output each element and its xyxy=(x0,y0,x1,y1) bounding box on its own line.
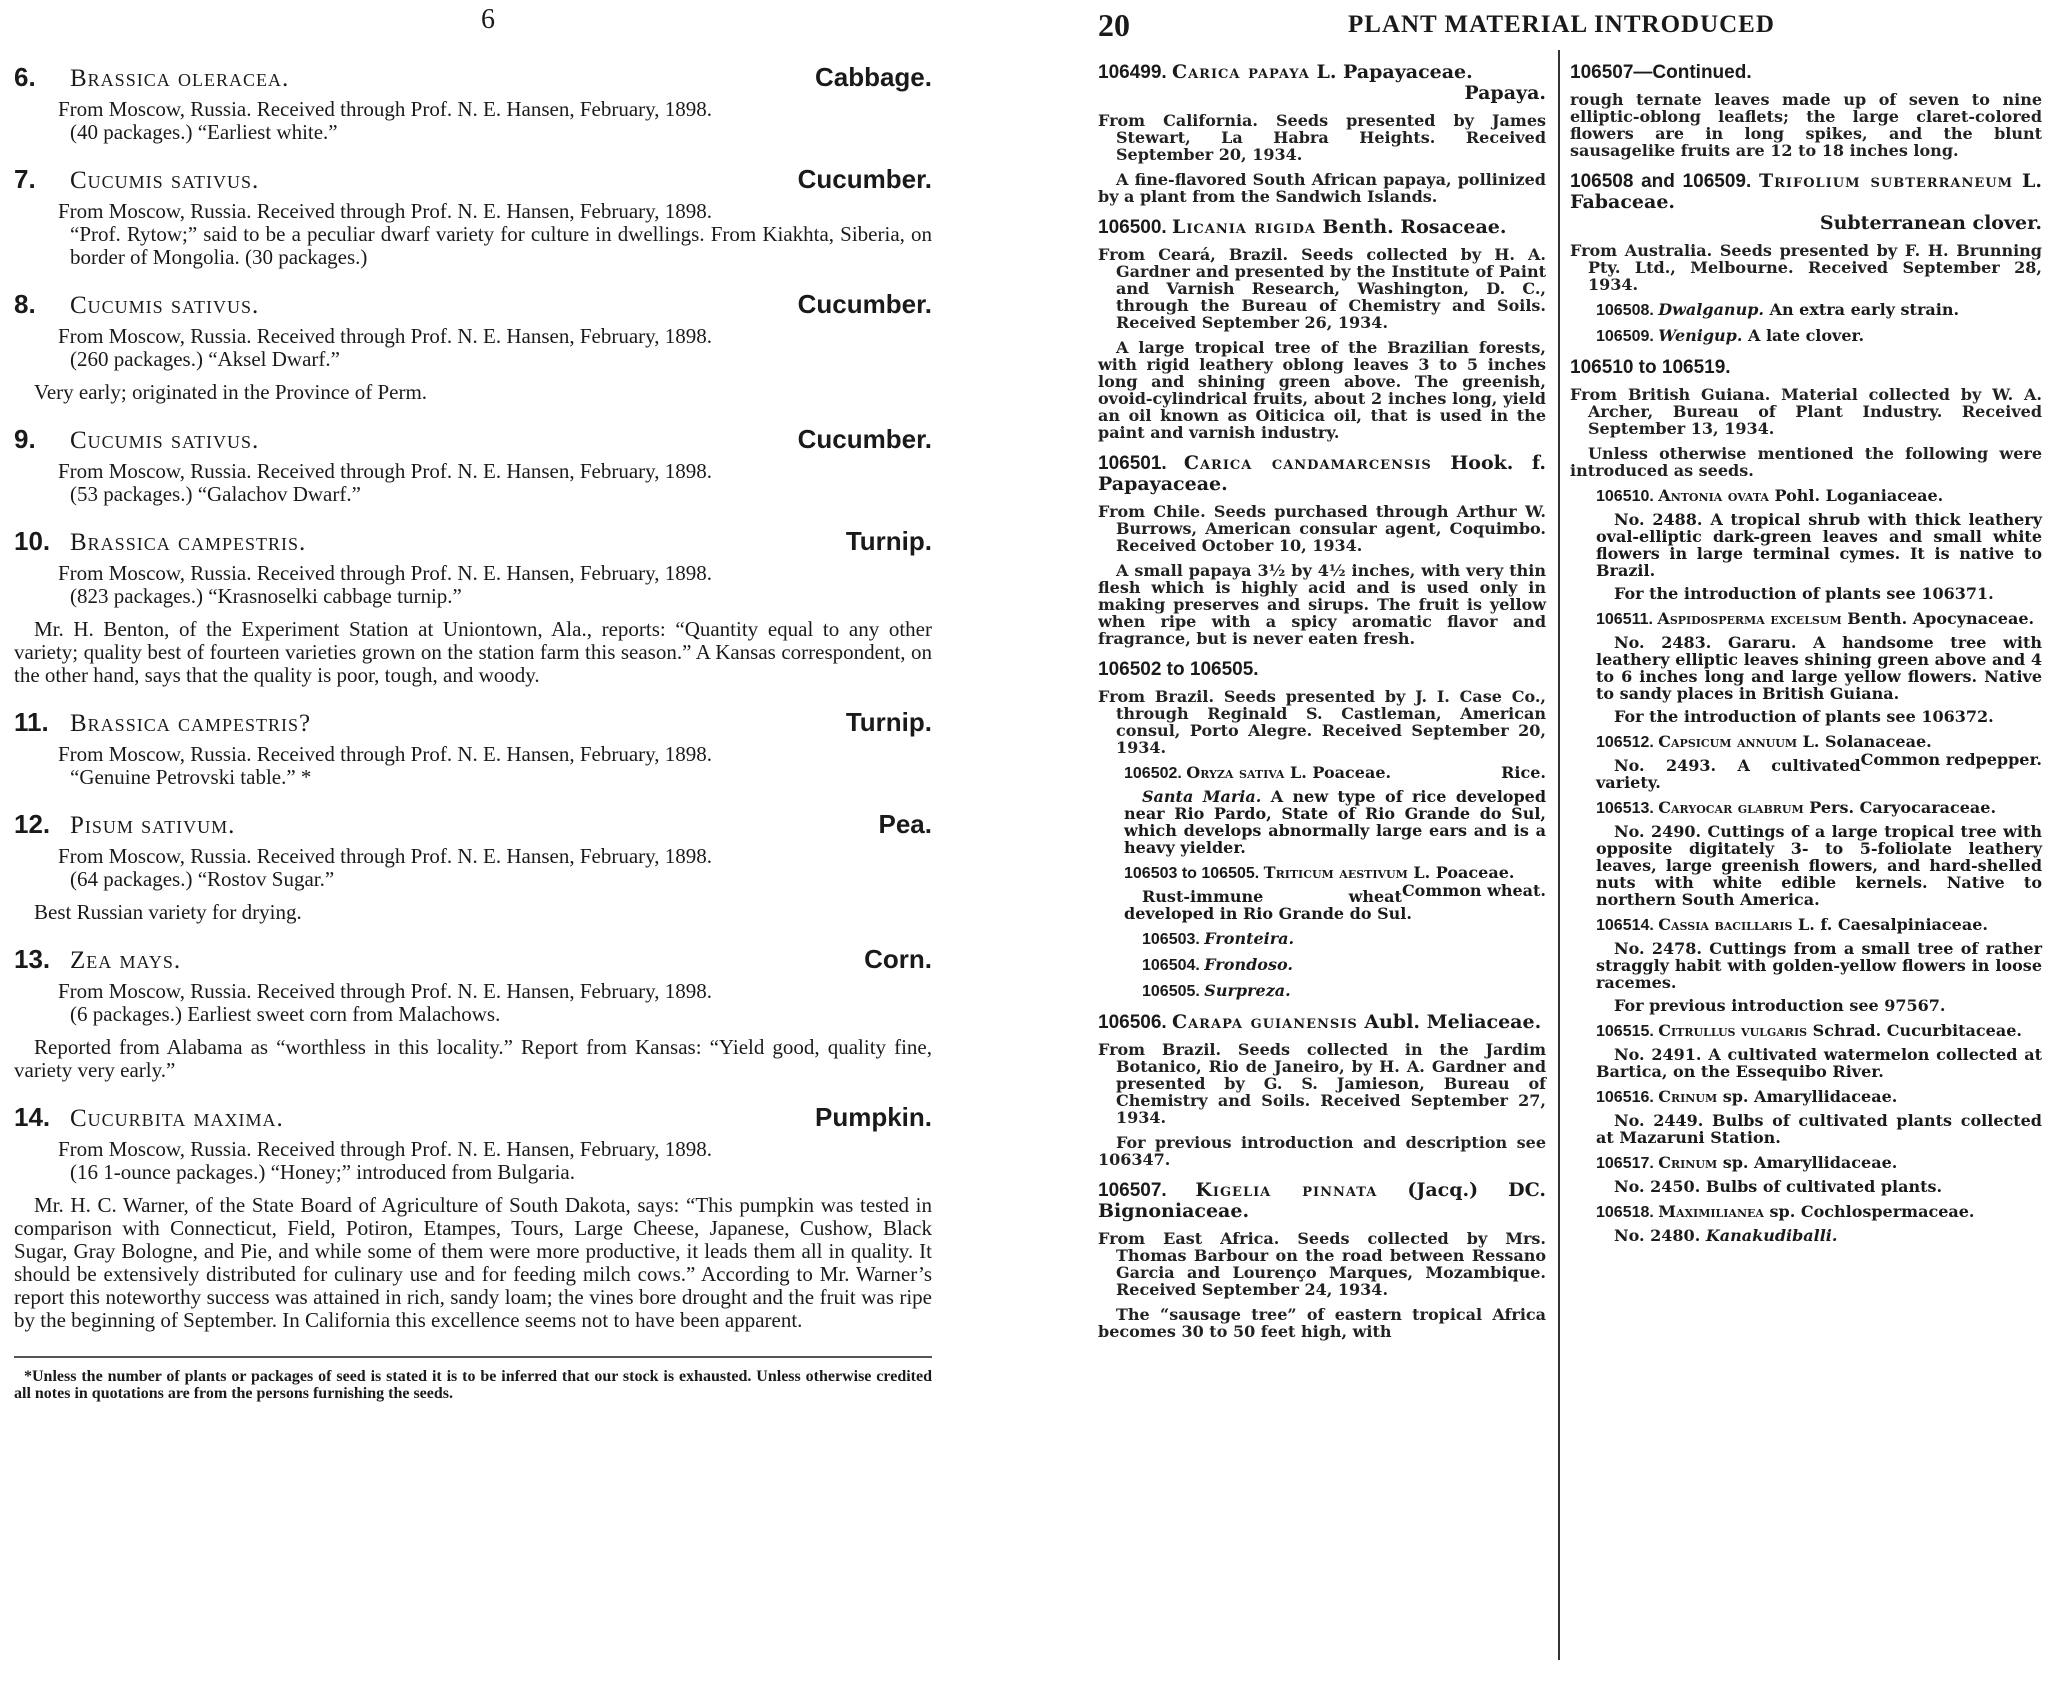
paragraph: From Brazil. Seeds collected in the Jardim Botanico, Rio de Janeiro, by H. A. Gardner and presented by G. S. Jamieson, Bureau of Chemistry and Soils. Received September 27, 1934. xyxy=(1098,1040,1546,1127)
sub-text: Rust-immune wheat developed in Rio Grande do Sul. xyxy=(1124,887,1412,923)
source-text xyxy=(58,743,932,789)
entry-note: Mr. H. C. Warner, of the State Board of Agriculture of South Dakota, says: “This pumpkin was tested in comparison with Connecticut, Field, Potiron, Etampes, Tours, Large Cheese, Japanese, Cushow, Black Sugar, Gray Bologne, and Pie, and while some of them were more productive, it leads them all in quality. It should be extensively distributed for culinary use and for feeding milch cows.” According to Mr. Warner’s report this noteworthy success was attained in rich, sandy loam; the vines bore drought and the fruit was ripe by the beginning of September. In California this excellence seems not to have been apparent. xyxy=(14,1193,932,1332)
species-name: Brassica oleracea. xyxy=(70,65,290,92)
sub-text: For the introduction of plants see 106371. xyxy=(1614,584,1994,603)
source-line: From Moscow, Russia. Received through Prof. N. E. Hansen, February, 1898. xyxy=(58,742,713,766)
entry-number: 106509. xyxy=(1596,328,1659,345)
entry-number: 106511. xyxy=(1596,611,1658,628)
entry-number: 106510 to 106519. xyxy=(1570,357,1731,378)
common-name: Cabbage. xyxy=(814,62,932,92)
variety-name: Santa Maria. xyxy=(1142,787,1262,806)
variety-name: Frondoso. xyxy=(1204,955,1293,974)
sub-entry-heading xyxy=(1596,1154,2042,1172)
entry-number: 12. xyxy=(14,809,51,839)
entry-heading xyxy=(1570,171,2042,234)
entry xyxy=(14,809,932,924)
species-name: Triticum aestivum xyxy=(1263,863,1408,882)
entry-number: 14. xyxy=(14,1102,51,1132)
paragraph: For previous introduction and description see 106347. xyxy=(1098,1133,1546,1169)
source-detail: (16 1-ounce packages.) “Honey;” introduced from Bulgaria. xyxy=(70,1160,575,1184)
entry-number: 106507—Continued. xyxy=(1570,62,1752,83)
source-text xyxy=(58,845,932,891)
sub-text: No. 2450. Bulbs of cultivated plants. xyxy=(1614,1177,1943,1196)
common-name: Cucumber. xyxy=(797,424,932,454)
entry-heading xyxy=(1570,357,2042,378)
source-line: From Moscow, Russia. Received through Prof. N. E. Hansen, February, 1898. xyxy=(58,561,713,585)
sub-text: No. 2491. A cultivated watermelon collected at Bartica, on the Essequibo River. xyxy=(1596,1045,2042,1081)
species-name: Maximilianea xyxy=(1658,1202,1764,1221)
entry-number: 106506. xyxy=(1098,1012,1172,1033)
paragraph: rough ternate leaves made up of seven to nine elliptic-oblong leaflets; the large claret-colored flowers are in long spikes, and the blunt sausagelike fruits are 12 to 18 inches long. xyxy=(1570,90,2042,160)
family-name: sp. Amaryllidaceae. xyxy=(1717,1153,1898,1172)
sub-text: For the introduction of plants see 106372. xyxy=(1614,707,1994,726)
family-name: L. Poaceae. xyxy=(1407,863,1515,882)
entry-number: 106516. xyxy=(1596,1089,1659,1106)
species-name: Trifolium subterraneum xyxy=(1758,170,2013,192)
species-name: Carica papaya xyxy=(1171,61,1310,83)
entry-heading xyxy=(14,944,932,976)
common-name: Pea. xyxy=(878,809,932,839)
paragraph: From Ceará, Brazil. Seeds collected by H. A. Gardner and presented by the Institute of Paint and Varnish Research, Washington, D. C., through the Bureau of Chemistry and Soils. Received September 26, 1934. xyxy=(1098,245,1546,332)
entry-note: Reported from Alabama as “worthless in this locality.” Report from Kansas: “Yield good, quality fine, variety very early.” xyxy=(14,1035,932,1082)
variety-name: Fronteira. xyxy=(1204,929,1295,948)
right-page xyxy=(1098,0,2050,1686)
family-name: L. Fabaceae. xyxy=(1570,170,2042,213)
paragraph: From East Africa. Seeds collected by Mrs. Thomas Barbour on the road between Ressano Garcia and Lourenço Marques, Mozambique. Received September 24, 1934. xyxy=(1098,1229,1546,1299)
species-name: Crinum xyxy=(1658,1087,1718,1106)
sub-paragraph xyxy=(1596,585,2042,602)
entry xyxy=(14,1102,932,1332)
sub-text: No. 2480. xyxy=(1614,1226,1706,1245)
entry-title xyxy=(14,809,235,841)
sub-text: No. 2483. Gararu. A handsome tree with leathery elliptic leaves shining green above and 4 to 6 inches long and large yellow flowers. Native to sandy places in British Guiana. xyxy=(1596,633,2042,703)
sub-text: An extra early strain. xyxy=(1763,300,1960,319)
entry-title xyxy=(14,62,289,94)
entry-number: 106499. xyxy=(1098,62,1172,83)
entry-number: 13. xyxy=(14,944,51,974)
entry-number: 106513. xyxy=(1596,800,1659,817)
entry-title xyxy=(14,944,181,976)
entry xyxy=(14,424,932,506)
source-text xyxy=(58,980,932,1026)
entry-number: 7. xyxy=(14,164,36,194)
family-name: L. Papayaceae. xyxy=(1309,61,1473,83)
species-name: Crinum xyxy=(1658,1153,1718,1172)
entry-number: 9. xyxy=(14,424,36,454)
species-name: Carapa guianensis xyxy=(1171,1011,1358,1033)
common-name: Papaya. xyxy=(1464,82,1546,104)
entry-title xyxy=(14,526,306,558)
source-line: From Moscow, Russia. Received through Prof. N. E. Hansen, February, 1898. xyxy=(58,199,713,223)
entry-heading xyxy=(14,1102,932,1134)
entry-number: 6. xyxy=(14,62,36,92)
family-name: L. Solanaceae. xyxy=(1797,732,1932,751)
sub-entry xyxy=(1596,301,2042,319)
entry xyxy=(14,944,932,1082)
species-name: Citrullus vulgaris xyxy=(1658,1021,1808,1040)
common-name: Turnip. xyxy=(845,707,932,737)
sub-entry xyxy=(1596,327,2042,345)
species-name: Pisum sativum. xyxy=(70,812,236,839)
paragraph: From British Guiana. Material collected by W. A. Archer, Bureau of Plant Industry. Received September 13, 1934. xyxy=(1570,385,2042,438)
source-line: From Moscow, Russia. Received through Prof. N. E. Hansen, February, 1898. xyxy=(58,979,713,1003)
sub-entry-heading xyxy=(1124,764,1546,782)
entry-number: 106510. xyxy=(1596,488,1659,505)
source-line: From Moscow, Russia. Received through Prof. N. E. Hansen, February, 1898. xyxy=(58,459,713,483)
entry-heading xyxy=(1098,1180,1546,1222)
sub-paragraph xyxy=(1596,1112,2042,1146)
sub-text: For previous introduction see 97567. xyxy=(1614,996,1946,1015)
entry-heading xyxy=(14,289,932,321)
source-line: From Moscow, Russia. Received through Prof. N. E. Hansen, February, 1898. xyxy=(58,1137,713,1161)
common-name: Cucumber. xyxy=(797,164,932,194)
family-name: Aubl. Meliaceae. xyxy=(1357,1011,1542,1033)
source-detail: “Genuine Petrovski table.” * xyxy=(70,765,312,789)
sub-paragraph xyxy=(1596,708,2042,725)
source-detail: (6 packages.) Earliest sweet corn from Malachows. xyxy=(70,1002,501,1026)
entry-number: 11. xyxy=(14,707,49,737)
source-line: From Moscow, Russia. Received through Prof. N. E. Hansen, February, 1898. xyxy=(58,844,713,868)
species-name: Oryza sativa xyxy=(1186,763,1285,782)
entry-heading xyxy=(1098,62,1546,104)
species-name: Cucumis sativus. xyxy=(70,427,260,454)
species-name: Aspidosperma excelsum xyxy=(1657,609,1842,628)
family-name: Hook. f. Papayaceae. xyxy=(1098,452,1547,495)
family-name: sp. Cochlospermaceae. xyxy=(1763,1202,1975,1221)
source-detail: “Prof. Rytow;” said to be a peculiar dwarf variety for culture in dwellings. From Kiakhta, Siberia, on border of Mongolia. (30 packages.) xyxy=(70,222,932,269)
entry-heading xyxy=(1570,62,2042,83)
species-name: Caryocar glabrum xyxy=(1658,798,1804,817)
entry-number: 106505. xyxy=(1142,983,1205,1000)
entry-title xyxy=(14,164,259,196)
variety-name: Wenigup. xyxy=(1658,326,1743,345)
entry-title xyxy=(14,1102,284,1134)
sub-text: A new type of rice developed near Rio Pardo, State of Rio Grande do Sul, which develops abnormally large ears and is a heavy yielder. xyxy=(1124,787,1547,857)
sub-text: A late clover. xyxy=(1742,326,1865,345)
species-name: Cucumis sativus. xyxy=(70,167,260,194)
entry-heading xyxy=(14,526,932,558)
species-name: Cassia bacillaris xyxy=(1658,915,1793,934)
left-page xyxy=(0,0,940,1686)
page-number: 20 xyxy=(1098,6,1130,43)
footnote-rule xyxy=(14,1356,932,1358)
entry-number: 106500. xyxy=(1098,217,1172,238)
entry xyxy=(14,526,932,687)
family-name: Benth. Rosaceae. xyxy=(1315,216,1507,238)
two-column-body xyxy=(1098,50,2042,1660)
family-name: L. f. Caesalpiniaceae. xyxy=(1792,915,1988,934)
source-text xyxy=(58,1138,932,1184)
entry-number: 106517. xyxy=(1596,1155,1659,1172)
source-line: From Moscow, Russia. Received through Prof. N. E. Hansen, February, 1898. xyxy=(58,324,713,348)
running-title: PLANT MATERIAL INTRODUCED xyxy=(1348,11,1775,38)
entry-heading xyxy=(14,809,932,841)
paragraph: A small papaya 3½ by 4½ inches, with very thin flesh which is highly acid and is used only in making preserves and sirups. The fruit is yellow when ripe with a spicy aromatic flavor and fragrance, but is never eaten fresh. xyxy=(1098,561,1546,648)
sub-paragraph xyxy=(1596,1178,2042,1195)
species-name: Cucurbita maxima. xyxy=(70,1105,284,1132)
family-name: Pers. Caryocaraceae. xyxy=(1803,798,1997,817)
sub-paragraph xyxy=(1124,788,1546,856)
sub-paragraph xyxy=(1596,997,2042,1014)
common-name: Common wheat. xyxy=(1401,881,1546,900)
entry-title xyxy=(14,707,311,739)
entry-number: 106518. xyxy=(1596,1204,1659,1221)
entry xyxy=(14,164,932,269)
common-name: Cucumber. xyxy=(797,289,932,319)
sub-text: No. 2449. Bulbs of cultivated plants collected at Mazaruni Station. xyxy=(1596,1111,2042,1147)
sub-entry-heading xyxy=(1596,1022,2042,1040)
sub-paragraph xyxy=(1596,823,2042,908)
sub-paragraph xyxy=(1596,940,2042,991)
species-name: Licania rigida xyxy=(1171,216,1316,238)
page-number: 6 xyxy=(481,4,495,35)
entry-heading xyxy=(14,707,932,739)
source-detail: (53 packages.) “Galachov Dwarf.” xyxy=(70,482,361,506)
source-text xyxy=(58,200,932,269)
family-name: (Jacq.) DC. Bignoniaceae. xyxy=(1098,1179,1546,1222)
common-name: Pumpkin. xyxy=(814,1102,932,1132)
entry-heading xyxy=(1098,453,1546,495)
sub-text: No. 2493. A cultivated variety. xyxy=(1596,756,1861,792)
family-name: Schrad. Cucurbitaceae. xyxy=(1807,1021,2022,1040)
sub-entry-heading xyxy=(1596,610,2042,628)
left-column xyxy=(1098,50,1558,1340)
species-name: Carica candamarcensis xyxy=(1183,452,1432,474)
sub-text: No. 2490. Cuttings of a large tropical tree with opposite digitately 3- to 5-foliolate leathery leaves, large greenish flowers, and hard-shelled nuts with white edible kernels. Native to northern South America. xyxy=(1596,822,2042,909)
footnote: *Unless the number of plants or packages of seed is stated it is to be inferred that our stock is exhausted. Unless otherwise credited all notes in quotations are from the persons furnishing the seeds. xyxy=(14,1368,932,1402)
source-text xyxy=(58,325,932,371)
paragraph: From Brazil. Seeds presented by J. I. Case Co., through Reginald S. Castleman, American consul, Porto Alegre. Received September 20, 1934. xyxy=(1098,687,1546,757)
entry-heading xyxy=(1098,659,1546,680)
right-column xyxy=(1558,50,2042,1660)
species-name: Capsicum annuum xyxy=(1658,732,1798,751)
species-name: Brassica campestris. xyxy=(70,529,307,556)
species-name: Brassica campestris? xyxy=(70,710,312,737)
entry-number: 10. xyxy=(14,526,51,556)
family-name: Benth. Apocynaceae. xyxy=(1841,609,2035,628)
entry-number: 8. xyxy=(14,289,36,319)
source-text xyxy=(58,562,932,608)
entry-number: 106502 to 106505. xyxy=(1098,659,1259,680)
running-header xyxy=(1098,0,2042,50)
entry-number: 106508. xyxy=(1596,302,1659,319)
sub-entry-heading xyxy=(1596,732,2042,769)
sub-text: No. 2488. A tropical shrub with thick leathery oval-elliptic dark-green leaves and small white flowers in large terminal cymes. It is native to Brazil. xyxy=(1596,510,2042,580)
sub-entry-heading xyxy=(1596,1088,2042,1106)
variety-name: Dwalganup. xyxy=(1658,300,1764,319)
entry xyxy=(14,289,932,404)
entry xyxy=(14,62,932,144)
entry-number: 106503 to 106505. xyxy=(1124,865,1264,882)
entry-number: 106504. xyxy=(1142,957,1205,974)
entry-heading xyxy=(14,164,932,196)
variety-name: Surpreza. xyxy=(1204,981,1291,1000)
source-detail: (40 packages.) “Earliest white.” xyxy=(70,120,338,144)
variety-entry xyxy=(1142,982,1546,1000)
entry-title xyxy=(14,289,259,321)
species-name: Antonia ovata xyxy=(1658,486,1769,505)
entry-title xyxy=(14,424,259,456)
source-text xyxy=(58,98,932,144)
sub-paragraph xyxy=(1596,1046,2042,1080)
entry-number: 106514. xyxy=(1596,917,1659,934)
entry-list xyxy=(14,62,932,1332)
paragraph: The “sausage tree” of eastern tropical Africa becomes 30 to 50 feet high, with xyxy=(1098,1305,1546,1341)
entry-note: Best Russian variety for drying. xyxy=(34,900,302,924)
family-name: sp. Amaryllidaceae. xyxy=(1717,1087,1898,1106)
common-name: Corn. xyxy=(864,944,932,974)
entry-number: 106508 and 106509. xyxy=(1570,171,1759,192)
paragraph: Unless otherwise mentioned the following were introduced as seeds. xyxy=(1570,444,2042,480)
paragraph: From Australia. Seeds presented by F. H. Brunning Pty. Ltd., Melbourne. Received September 28, 1934. xyxy=(1570,241,2042,294)
sub-entry-heading xyxy=(1596,916,2042,934)
paragraph: A fine-flavored South African papaya, pollinized by a plant from the Sandwich Islands. xyxy=(1098,170,1546,206)
sub-entry-heading xyxy=(1596,799,2042,817)
common-name: Turnip. xyxy=(845,526,932,556)
common-name: Subterranean clover. xyxy=(1819,212,2042,234)
sub-paragraph xyxy=(1596,634,2042,702)
entry-number: 106515. xyxy=(1596,1023,1659,1040)
entry-number: 106503. xyxy=(1142,931,1205,948)
common-name: Rice. xyxy=(1501,763,1546,782)
paragraph: A large tropical tree of the Brazilian forests, with rigid leathery oblong leaves 3 to 5 inches long and shining green above. The greenish, ovoid-cylindrical fruits, about 2 inches long, yield an oil known as Oiticica oil, that is used in the paint and varnish industry. xyxy=(1098,338,1546,442)
species-name: Zea mays. xyxy=(70,947,182,974)
variety-entry xyxy=(1142,930,1546,948)
entry-heading xyxy=(1098,1012,1546,1033)
family-name: L. Poaceae. xyxy=(1284,763,1392,782)
source-detail: (260 packages.) “Aksel Dwarf.” xyxy=(70,347,340,371)
sub-paragraph xyxy=(1596,511,2042,579)
variety-entry xyxy=(1142,956,1546,974)
entry xyxy=(14,707,932,789)
source-detail: (823 packages.) “Krasnoselki cabbage turnip.” xyxy=(70,584,462,608)
entry-heading xyxy=(14,424,932,456)
species-name: Cucumis sativus. xyxy=(70,292,260,319)
source-text xyxy=(58,460,932,506)
source-detail: (64 packages.) “Rostov Sugar.” xyxy=(70,867,335,891)
entry-heading xyxy=(1098,217,1546,238)
paragraph: From Chile. Seeds purchased through Arthur W. Burrows, American consular agent, Coquimbo. Received October 10, 1934. xyxy=(1098,502,1546,555)
entry-note: Very early; originated in the Province of Perm. xyxy=(34,380,428,404)
entry-number: 106507. xyxy=(1098,1180,1196,1201)
sub-entry-heading xyxy=(1596,1203,2042,1221)
species-name: Kigelia pinnata xyxy=(1195,1179,1378,1201)
paragraph: From California. Seeds presented by James Stewart, La Habra Heights. Received September 20, 1934. xyxy=(1098,111,1546,164)
entry-number: 106502. xyxy=(1124,765,1187,782)
family-name: Pohl. Loganiaceae. xyxy=(1768,486,1944,505)
sub-entry-heading xyxy=(1596,487,2042,505)
entry-number: 106512. xyxy=(1596,734,1659,751)
entry-note: Mr. H. Benton, of the Experiment Station at Uniontown, Ala., reports: “Quantity equal to any other variety; quality best of fourteen varieties grown on the station farm this season.” A Kansas correspondent, on the other hand, says that the quality is poor, tough, and woody. xyxy=(14,617,932,687)
sub-entry-heading xyxy=(1124,863,1546,900)
entry-heading xyxy=(14,62,932,94)
common-name: Common redpepper. xyxy=(1860,750,2042,769)
source-line: From Moscow, Russia. Received through Prof. N. E. Hansen, February, 1898. xyxy=(58,97,713,121)
sub-paragraph xyxy=(1596,1227,2042,1244)
sub-text: No. 2478. Cuttings from a small tree of rather straggly habit with golden-yellow flowers in loose racemes. xyxy=(1596,939,2042,992)
variety-name: Kanakudiballi. xyxy=(1705,1226,1838,1245)
entry-number: 106501. xyxy=(1098,453,1184,474)
